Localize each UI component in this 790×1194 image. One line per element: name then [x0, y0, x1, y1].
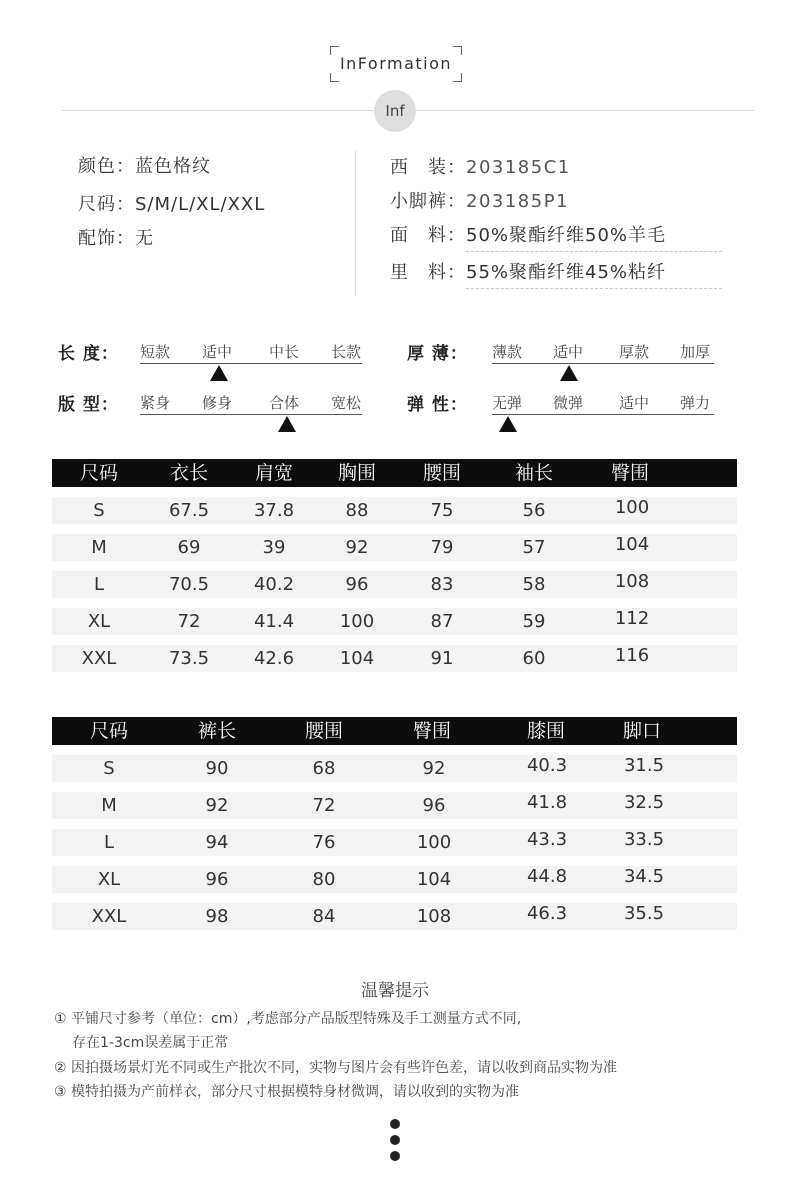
table-cell: XXL [81, 648, 117, 669]
table-cell: 104 [614, 534, 650, 555]
table-cell: 72 [312, 795, 336, 816]
scale-option: 合体 [269, 394, 300, 412]
scale-option: 薄款 [492, 343, 523, 361]
table-cell: 34.5 [623, 866, 665, 887]
info-pants-code [390, 187, 569, 213]
info-fabric [390, 221, 722, 252]
table-cell: 32.5 [623, 792, 665, 813]
info-label: 西 装： [390, 157, 466, 178]
tip-line: ② 因拍摄场景灯光不同或生产批次不同，实物与图片会有些许色差，请以收到商品实物为准 [54, 1060, 617, 1076]
column-header: 臀围 [610, 462, 649, 484]
table-cell: 87 [430, 611, 454, 632]
column-header: 尺码 [79, 462, 118, 484]
column-header: 膝围 [526, 720, 565, 742]
info-value: 50%聚酯纤维50%羊毛 [466, 221, 722, 252]
info-lining [390, 258, 722, 289]
scale-option: 厚款 [619, 343, 650, 361]
column-header: 腰围 [304, 720, 343, 742]
info-value: 203185C1 [466, 157, 571, 178]
table-cell: 58 [522, 574, 546, 595]
column-header: 裤长 [197, 720, 236, 742]
table-cell: 90 [205, 758, 229, 779]
info-label: 颜色： [78, 156, 135, 177]
table-cell: 41.4 [253, 611, 295, 632]
table-row [52, 866, 737, 893]
information-title: InFormation [339, 54, 453, 73]
info-size [78, 190, 265, 216]
table-row [52, 608, 737, 635]
table-cell: 39 [262, 537, 286, 558]
info-label: 尺码： [78, 194, 135, 215]
table-cell: 84 [312, 906, 336, 927]
more-dots-icon [390, 1151, 400, 1161]
table-cell: 56 [522, 500, 546, 521]
table-cell: 91 [430, 648, 454, 669]
table-cell: 43.3 [526, 829, 568, 850]
table-cell: 108 [416, 906, 452, 927]
info-accessory [78, 224, 154, 250]
scale-option: 修身 [202, 394, 233, 412]
scale-option: 长款 [331, 343, 362, 361]
column-header: 尺码 [89, 720, 128, 742]
table-cell: 96 [345, 574, 369, 595]
tip-line: 存在1-3cm误差属于正常 [72, 1035, 229, 1051]
scale-marker-triangle-icon [278, 416, 296, 432]
info-label: 小脚裤： [390, 191, 466, 212]
tip-line: ① 平铺尺寸参考（单位：cm）,考虑部分产品版型特殊及手工测量方式不同, [54, 1011, 522, 1027]
table-cell: 46.3 [526, 903, 568, 924]
table-cell: 57 [522, 537, 546, 558]
scale-label-elasticity: 弹 性： [407, 395, 468, 415]
table-cell: 116 [614, 645, 650, 666]
table-cell: L [103, 832, 115, 853]
scale-option: 适中 [619, 394, 650, 412]
table-cell: 35.5 [623, 903, 665, 924]
table-row [52, 755, 737, 782]
info-value: 203185P1 [466, 191, 570, 212]
table-cell: M [101, 795, 117, 816]
frame-corner [453, 73, 462, 82]
info-column-divider [355, 150, 356, 296]
table-cell: 67.5 [168, 500, 210, 521]
table-cell: 40.3 [526, 755, 568, 776]
table-cell: S [103, 758, 115, 779]
table-header [52, 717, 737, 745]
table-cell: 108 [614, 571, 650, 592]
info-label: 面 料： [390, 225, 466, 246]
table-cell: 68 [312, 758, 336, 779]
table-cell: 83 [430, 574, 454, 595]
table-cell: 94 [205, 832, 229, 853]
scale-line [492, 414, 714, 415]
column-header: 肩宽 [254, 462, 293, 484]
column-header: 腰围 [422, 462, 461, 484]
table-cell: 96 [205, 869, 229, 890]
tips-title: 温馨提示 [361, 981, 429, 1001]
scale-marker-triangle-icon [499, 416, 517, 432]
scale-option: 弹力 [680, 394, 711, 412]
info-value: S/M/L/XL/XXL [135, 194, 266, 215]
table-cell: 59 [522, 611, 546, 632]
scale-marker-triangle-icon [560, 365, 578, 381]
table-cell: 92 [422, 758, 446, 779]
inf-badge: Inf [374, 90, 416, 132]
table-row [52, 829, 737, 856]
scale-option: 宽松 [331, 394, 362, 412]
table-header [52, 459, 737, 487]
table-cell: 98 [205, 906, 229, 927]
scale-option: 紧身 [140, 394, 171, 412]
scale-option: 适中 [202, 343, 233, 361]
scale-label-fit: 版 型： [58, 395, 119, 415]
table-cell: 100 [339, 611, 375, 632]
table-cell: 92 [345, 537, 369, 558]
info-suit-code [390, 153, 571, 179]
table-cell: 76 [312, 832, 336, 853]
table-cell: S [93, 500, 105, 521]
table-row [52, 903, 737, 930]
column-header: 脚口 [622, 720, 661, 742]
scale-label-length: 长 度： [58, 344, 119, 364]
column-header: 胸围 [337, 462, 376, 484]
table-cell: 96 [422, 795, 446, 816]
table-cell: 112 [614, 608, 650, 629]
table-row [52, 792, 737, 819]
table-cell: M [91, 537, 107, 558]
table-cell: XL [87, 611, 111, 632]
table-cell: XL [97, 869, 121, 890]
column-header: 衣长 [169, 462, 208, 484]
table-cell: 100 [614, 497, 650, 518]
scale-option: 微弹 [553, 394, 584, 412]
table-cell: 40.2 [253, 574, 295, 595]
table-cell: 104 [339, 648, 375, 669]
frame-corner [330, 73, 339, 82]
info-label: 里 料： [390, 262, 466, 283]
scale-option: 中长 [269, 343, 300, 361]
table-cell: 70.5 [168, 574, 210, 595]
table-cell: 41.8 [526, 792, 568, 813]
table-row [52, 497, 737, 524]
table-cell: 44.8 [526, 866, 568, 887]
scale-option: 短款 [140, 343, 171, 361]
info-label: 配饰： [78, 228, 135, 249]
info-value: 55%聚酯纤维45%粘纤 [466, 258, 722, 289]
info-value: 无 [135, 228, 154, 249]
table-cell: 33.5 [623, 829, 665, 850]
scale-option: 无弹 [492, 394, 523, 412]
table-cell: 100 [416, 832, 452, 853]
table-cell: 75 [430, 500, 454, 521]
scale-option: 适中 [553, 343, 584, 361]
table-cell: XXL [91, 906, 127, 927]
scale-line [492, 363, 714, 364]
table-row [52, 645, 737, 672]
table-row [52, 534, 737, 561]
table-cell: 92 [205, 795, 229, 816]
scale-line [140, 363, 362, 364]
table-cell: 104 [416, 869, 452, 890]
scale-line [140, 414, 362, 415]
info-color [78, 152, 211, 178]
table-cell: 80 [312, 869, 336, 890]
info-value: 蓝色格纹 [135, 156, 211, 177]
table-cell: 42.6 [253, 648, 295, 669]
table-cell: 88 [345, 500, 369, 521]
more-dots-icon [390, 1135, 400, 1145]
column-header: 袖长 [514, 462, 553, 484]
more-dots-icon [390, 1119, 400, 1129]
table-cell: 31.5 [623, 755, 665, 776]
table-cell: L [93, 574, 105, 595]
table-cell: 73.5 [168, 648, 210, 669]
table-row [52, 571, 737, 598]
table-cell: 72 [177, 611, 201, 632]
column-header: 臀围 [412, 720, 451, 742]
scale-label-thickness: 厚 薄： [407, 344, 468, 364]
table-cell: 37.8 [253, 500, 295, 521]
information-title-frame [330, 46, 462, 82]
scale-marker-triangle-icon [210, 365, 228, 381]
scale-option: 加厚 [680, 343, 711, 361]
table-cell: 69 [177, 537, 201, 558]
tip-line: ③ 模特拍摄为产前样衣，部分尺寸根据模特身材微调，请以收到的实物为准 [54, 1084, 519, 1100]
table-cell: 79 [430, 537, 454, 558]
table-cell: 60 [522, 648, 546, 669]
